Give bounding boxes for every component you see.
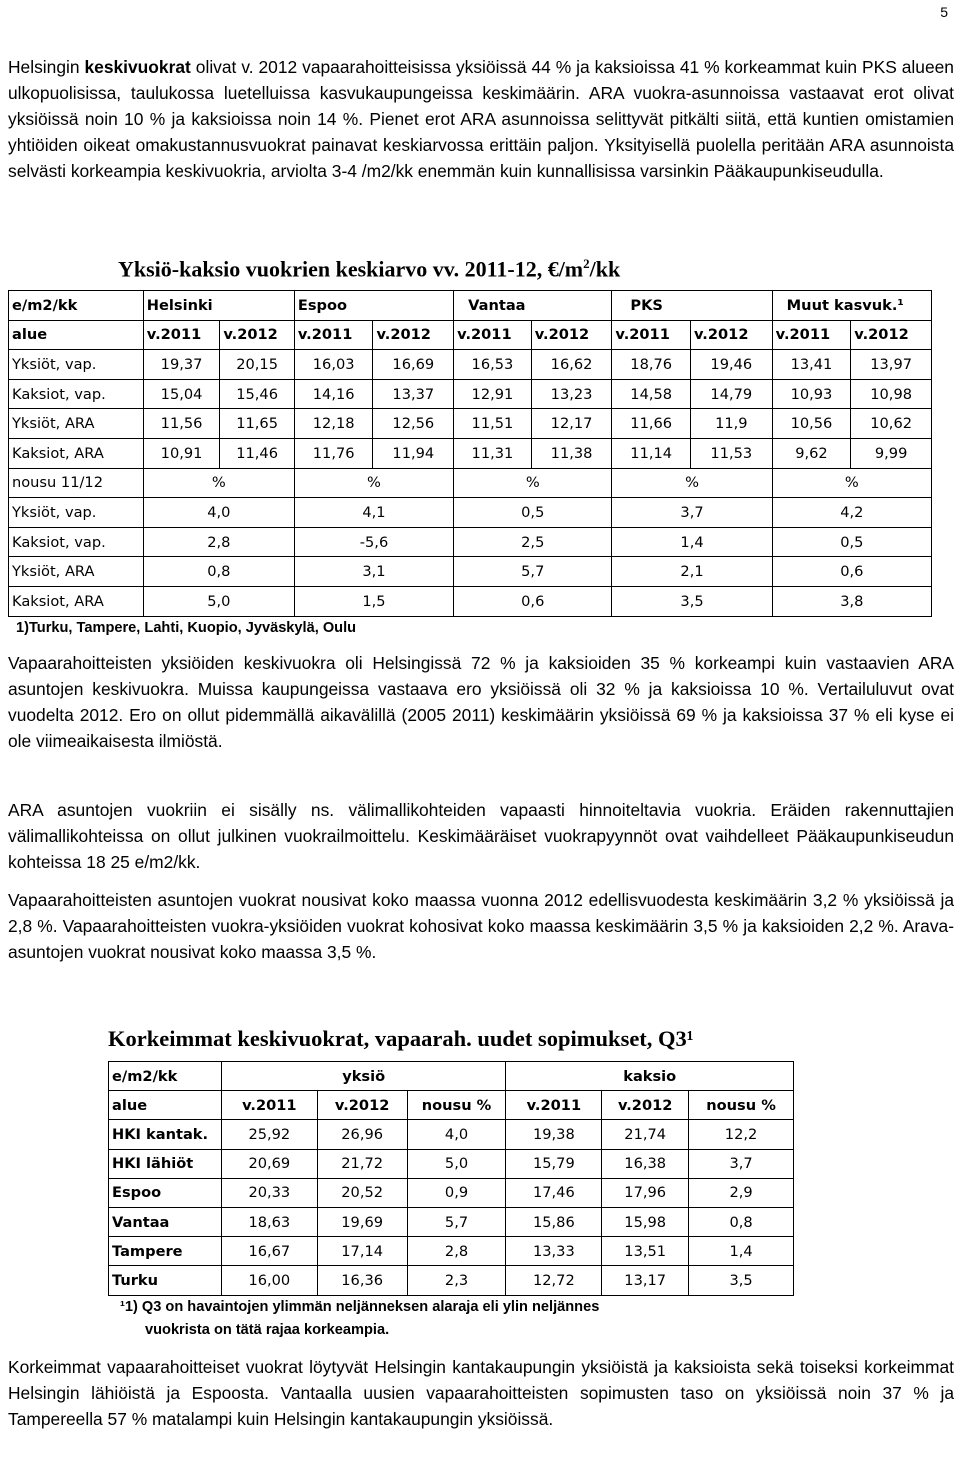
table1-title-end: /kk [589, 256, 621, 282]
cell: 10,98 [851, 379, 932, 409]
table-row [9, 379, 932, 409]
table-row [109, 1178, 794, 1207]
cell: 12,91 [454, 379, 532, 409]
cell: 0,9 [407, 1178, 506, 1207]
table2-footnote-line1: ¹1) Q3 on havaintojen ylimmän neljänneksen alaraja eli ylin neljännes [120, 1299, 600, 1315]
cell: 2,5 [454, 527, 612, 557]
cell: 2,8 [407, 1237, 506, 1266]
cell: 16,69 [373, 350, 454, 380]
table1-year: v.2011 [612, 320, 691, 350]
cell: 9,62 [772, 438, 851, 468]
cell: 4,0 [143, 498, 294, 528]
table-row [109, 1207, 794, 1236]
cell: 26,96 [317, 1120, 407, 1149]
percent-unit: % [454, 468, 612, 498]
cell: 15,79 [506, 1149, 602, 1178]
cell: 5,7 [454, 557, 612, 587]
cell: 19,46 [690, 350, 772, 380]
cell: 11,65 [220, 409, 295, 439]
row-label: HKI lähiöt [109, 1149, 222, 1178]
table1-year: v.2012 [851, 320, 932, 350]
table1-title [118, 256, 620, 282]
cell: 11,76 [294, 438, 373, 468]
table1-group-vantaa: Vantaa [454, 291, 612, 321]
table2-col: v.2012 [317, 1091, 407, 1120]
table1-year: v.2012 [690, 320, 772, 350]
cell: 13,97 [851, 350, 932, 380]
table-row [9, 409, 932, 439]
paragraph-increase: Vapaarahoitteisten asuntojen vuokrat nousivat koko maassa vuonna 2012 edellisvuodesta keskimäärin 3,2 % yksiöissä ja 2,8 %. Vapaarahoitteisten vuokra-yksiöiden vuokrat kohosivat koko maassa keskimäärin 3,5 % ja kaksioiden 2,2 %. Arava-asuntojen vuokrat nousivat koko maassa 3,5 %. [8, 890, 954, 962]
row-label: Kaksiot, vap. [9, 527, 144, 557]
cell: 11,53 [690, 438, 772, 468]
cell: 12,72 [506, 1266, 602, 1295]
table1-subheader-row [9, 320, 932, 350]
cell: 1,5 [294, 586, 453, 616]
table1-year: v.2011 [294, 320, 373, 350]
cell: 20,52 [317, 1178, 407, 1207]
cell: 5,0 [407, 1149, 506, 1178]
cell: 10,91 [143, 438, 220, 468]
cell: 10,93 [772, 379, 851, 409]
cell: 12,56 [373, 409, 454, 439]
cell: 3,5 [689, 1266, 794, 1295]
row-label: HKI kantak. [109, 1120, 222, 1149]
cell: 11,38 [531, 438, 612, 468]
cell: 3,7 [612, 498, 772, 528]
cell: 16,53 [454, 350, 532, 380]
cell: 2,3 [407, 1266, 506, 1295]
table-row [9, 498, 932, 528]
table2-col: nousu % [689, 1091, 794, 1120]
row-label: Kaksiot, vap. [9, 379, 144, 409]
cell: 2,9 [689, 1178, 794, 1207]
cell: 16,67 [221, 1237, 317, 1266]
cell: 19,38 [506, 1120, 602, 1149]
table2-footnote-line2: vuokrista on tätä rajaa korkeampia. [145, 1322, 390, 1338]
cell: 0,6 [454, 586, 612, 616]
table1-header-row [9, 291, 932, 321]
cell: 2,1 [612, 557, 772, 587]
cell: 5,0 [143, 586, 294, 616]
cell: 21,74 [602, 1120, 689, 1149]
table1-year: v.2011 [454, 320, 532, 350]
cell: 17,96 [602, 1178, 689, 1207]
cell: 14,58 [612, 379, 691, 409]
page-number: 5 [940, 4, 948, 20]
cell: 17,14 [317, 1237, 407, 1266]
table2-unit: e/m2/kk [109, 1062, 222, 1091]
cell: -5,6 [294, 527, 453, 557]
cell: 4,2 [772, 498, 931, 528]
cell: 11,14 [612, 438, 691, 468]
cell: 16,38 [602, 1149, 689, 1178]
cell: 3,7 [689, 1149, 794, 1178]
table2-col: nousu % [407, 1091, 506, 1120]
table1-year: v.2012 [220, 320, 295, 350]
table2-title: Korkeimmat keskivuokrat, vapaarah. uudet sopimukset, Q3¹ [108, 1026, 694, 1051]
table2-col: v.2011 [506, 1091, 602, 1120]
cell: 20,69 [221, 1149, 317, 1178]
cell: 12,18 [294, 409, 373, 439]
cell: 11,51 [454, 409, 532, 439]
table2-area-label: alue [109, 1091, 222, 1120]
increase-label: nousu 11/12 [9, 468, 144, 498]
percent-unit: % [612, 468, 772, 498]
table-row [109, 1266, 794, 1295]
cell: 4,1 [294, 498, 453, 528]
cell: 4,0 [407, 1120, 506, 1149]
percent-unit: % [772, 468, 931, 498]
table2-group-kaksio: kaksio [506, 1062, 794, 1091]
row-label: Yksiöt, vap. [9, 498, 144, 528]
cell: 12,2 [689, 1120, 794, 1149]
cell: 17,46 [506, 1178, 602, 1207]
table-row [109, 1120, 794, 1149]
cell: 16,00 [221, 1266, 317, 1295]
cell: 19,37 [143, 350, 220, 380]
cell: 0,8 [143, 557, 294, 587]
table1-unit: e/m2/kk [9, 291, 144, 321]
cell: 10,56 [772, 409, 851, 439]
table1-group-espoo: Espoo [294, 291, 453, 321]
paragraph-ara: ARA asuntojen vuokriin ei sisälly ns. välimallikohteiden vapaasti hinnoiteltavia vuokria. Eräiden rakennuttajien välimallikohteissa on ollut julkinen vuokrailmoittelu. Keskimääräiset vuokrapyynnöt ovat vaihdelleet Pääkaupunkiseudun kohteissa 18 25 e/m2/kk. [8, 800, 954, 872]
cell: 1,4 [612, 527, 772, 557]
cell: 18,76 [612, 350, 691, 380]
table2-col: v.2012 [602, 1091, 689, 1120]
cell: 5,7 [407, 1207, 506, 1236]
percent-unit: % [294, 468, 453, 498]
cell: 16,62 [531, 350, 612, 380]
cell: 15,46 [220, 379, 295, 409]
table1-title-main: Yksiö-kaksio vuokrien keskiarvo vv. 2011-12, €/m [118, 256, 584, 282]
table-row [109, 1237, 794, 1266]
table-row [9, 586, 932, 616]
cell: 12,17 [531, 409, 612, 439]
closing-paragraph: Korkeimmat vapaarahoitteiset vuokrat löytyvät Helsingin kantakaupungin yksiöistä ja kaksioista sekä toiseksi korkeimmat Helsingin lähiöistä ja Espoosta. Vantaalla uusien vapaarahoitteisten sopimusten taso on yksiöissä noin 37 % ja Tampereella 57 % matalampi kuin Helsingin kantakaupungin yksiöissä. [8, 1357, 954, 1429]
cell: 15,04 [143, 379, 220, 409]
cell: 13,37 [373, 379, 454, 409]
cell: 15,98 [602, 1207, 689, 1236]
cell: 11,46 [220, 438, 295, 468]
row-label: Tampere [109, 1237, 222, 1266]
cell: 25,92 [221, 1120, 317, 1149]
cell: 20,15 [220, 350, 295, 380]
cell: 11,31 [454, 438, 532, 468]
cell: 3,5 [612, 586, 772, 616]
cell: 14,16 [294, 379, 373, 409]
cell: 18,63 [221, 1207, 317, 1236]
table-row [9, 438, 932, 468]
table1-group-muut: Muut kasvuk.¹ [772, 291, 931, 321]
cell: 20,33 [221, 1178, 317, 1207]
cell: 13,23 [531, 379, 612, 409]
intro-rest: olivat v. 2012 vapaarahoitteisissa yksiöissä 44 % ja kaksioissa 41 % korkeammat kuin PKS alueen ulkopuolisissa, taulukossa luetelluissa kasvukaupungeissa keskimäärin. ARA vuokra-asunnoissa vastaavat erot olivat yksiöissä noin 10 % ja kaksioissa noin 14 %. Pienet erot ARA asunnoissa selittyvät pitkälti siitä, että kuntien omistamien yhtiöiden oikeat omakustannusvuokrat painavat keskiarvossa erittäin paljon. Yksityisellä puolella peritään ARA asunnoista selvästi korkeampia keskivuokria, arviolta 3-4 /m2/kk enemmän kuin kunnallisissa varsinkin Pääkaupunkiseudulla. [8, 57, 954, 181]
cell: 2,8 [143, 527, 294, 557]
cell: 11,66 [612, 409, 691, 439]
table1-year: v.2012 [373, 320, 454, 350]
table1-area-label: alue [9, 320, 144, 350]
table1-group-pks: PKS [612, 291, 772, 321]
cell: 13,41 [772, 350, 851, 380]
cell: 3,1 [294, 557, 453, 587]
row-label: Yksiöt, ARA [9, 409, 144, 439]
row-label: Kaksiot, ARA [9, 586, 144, 616]
cell: 19,69 [317, 1207, 407, 1236]
cell: 11,94 [373, 438, 454, 468]
highest-rents-table [108, 1061, 794, 1296]
intro-bold: keskivuokrat [84, 57, 191, 77]
row-label: Vantaa [109, 1207, 222, 1236]
cell: 16,03 [294, 350, 373, 380]
intro-lead: Helsingin [8, 57, 85, 77]
cell: 10,62 [851, 409, 932, 439]
cell: 0,6 [772, 557, 931, 587]
cell: 16,36 [317, 1266, 407, 1295]
table-row [109, 1149, 794, 1178]
cell: 21,72 [317, 1149, 407, 1178]
row-label: Yksiöt, vap. [9, 350, 144, 380]
table-row [9, 527, 932, 557]
cell: 0,5 [454, 498, 612, 528]
table1-year: v.2012 [531, 320, 612, 350]
table1-title-sup: 2 [583, 256, 590, 271]
row-label: Turku [109, 1266, 222, 1295]
cell: 0,5 [772, 527, 931, 557]
cell: 15,86 [506, 1207, 602, 1236]
cell: 11,56 [143, 409, 220, 439]
cell: 11,9 [690, 409, 772, 439]
paragraph-comparison: Vapaarahoitteisten yksiöiden keskivuokra oli Helsingissä 72 % ja kaksioiden 35 % korkeampi kuin vastaavien ARA asuntojen keskivuokra. Muissa kaupungeissa vastaava ero yksiöissä oli 32 % ja kaksioissa 10 %. Vertailuluvut ovat vuodelta 2012. Ero on ollut pidemmällä aikavälillä (2005 2011) keskimäärin yksiöissä 69 % ja kaksioissa 37 % eli kyse ei ole viimeaikaisesta ilmiöstä. [8, 653, 954, 751]
table2-col: v.2011 [221, 1091, 317, 1120]
table-row [9, 350, 932, 380]
table1-year: v.2011 [772, 320, 851, 350]
table1-footnote: 1)Turku, Tampere, Lahti, Kuopio, Jyväskylä, Oulu [16, 620, 357, 636]
table1-year: v.2011 [143, 320, 220, 350]
cell: 13,33 [506, 1237, 602, 1266]
table1-group-helsinki: Helsinki [143, 291, 294, 321]
table-row [9, 557, 932, 587]
cell: 13,17 [602, 1266, 689, 1295]
cell: 9,99 [851, 438, 932, 468]
table2-subheader-row [109, 1091, 794, 1120]
row-label: Espoo [109, 1178, 222, 1207]
table1-increase-header-row [9, 468, 932, 498]
rent-average-table [8, 290, 932, 617]
intro-paragraph [8, 54, 954, 184]
cell: 14,79 [690, 379, 772, 409]
percent-unit: % [143, 468, 294, 498]
cell: 3,8 [772, 586, 931, 616]
cell: 1,4 [689, 1237, 794, 1266]
table2-header-row [109, 1062, 794, 1091]
cell: 13,51 [602, 1237, 689, 1266]
row-label: Kaksiot, ARA [9, 438, 144, 468]
table2-group-yksio: yksiö [221, 1062, 506, 1091]
cell: 0,8 [689, 1207, 794, 1236]
row-label: Yksiöt, ARA [9, 557, 144, 587]
